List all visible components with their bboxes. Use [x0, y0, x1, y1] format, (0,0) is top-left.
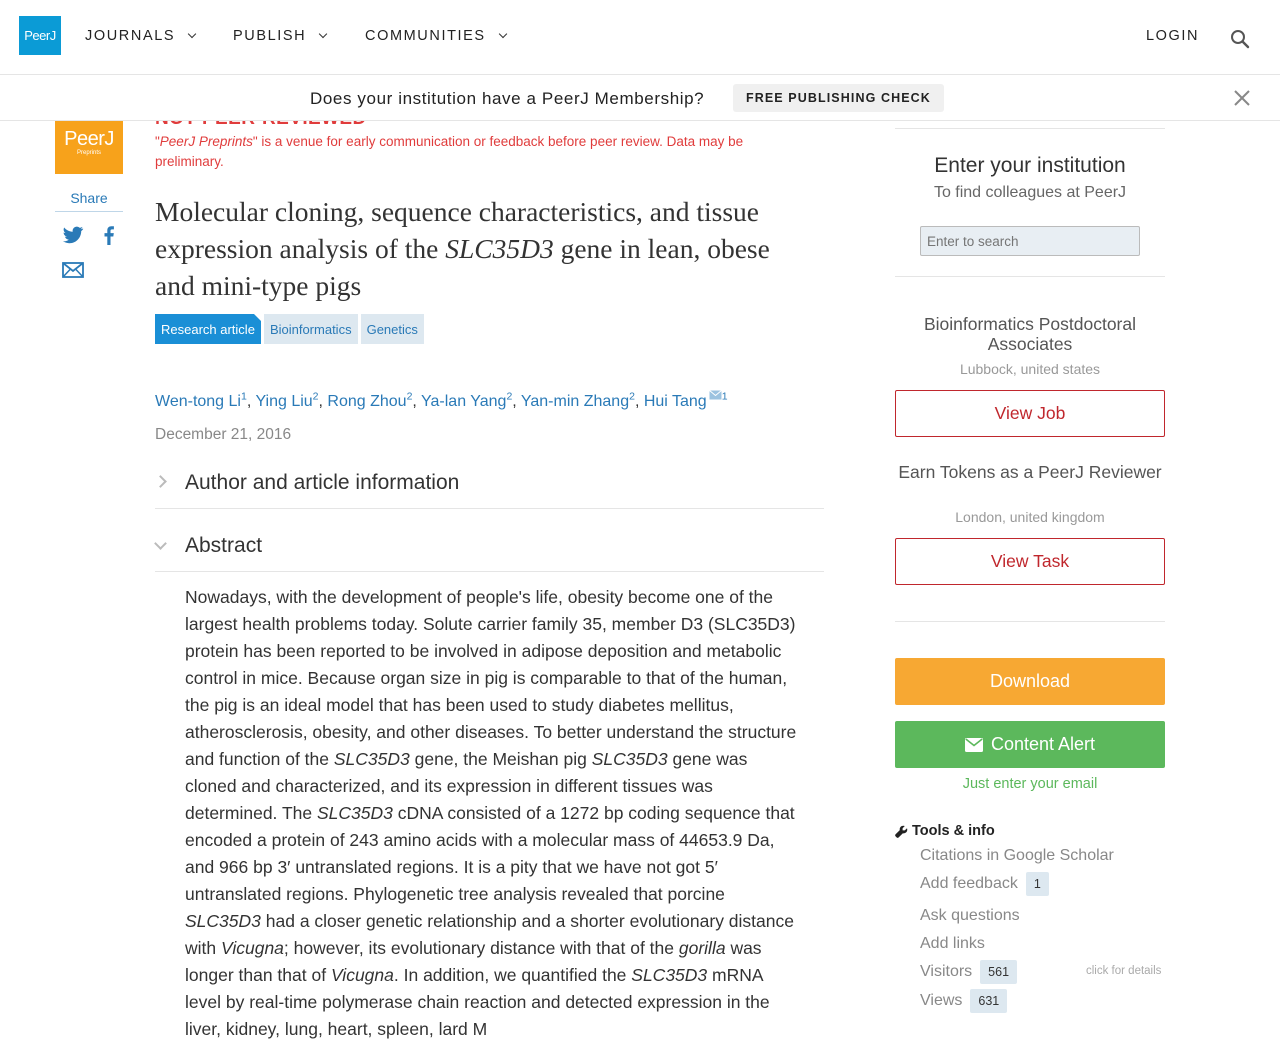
divider [895, 128, 1165, 129]
title-gene: SLC35D3 [445, 233, 554, 264]
share-label: Share [55, 190, 123, 212]
tool-label: Views [920, 992, 963, 1009]
author-link[interactable]: Wen-tong Li [155, 393, 241, 410]
visitors-count-badge: 561 [980, 960, 1017, 984]
author-link[interactable]: Ying Liu [255, 393, 313, 410]
abstract-heading: Abstract [185, 534, 263, 557]
download-button[interactable] [895, 658, 1165, 705]
chevron-right-icon [154, 475, 167, 488]
affiliation-number: 2 [506, 390, 513, 403]
author-list: Wen-tong Li$^1$, Ying Liu$^2$, Rong Zhou$^2$, Ya-lan Yang$^2$, Yan-min Zhang$^2$, Hui Tang $^1$ [155, 390, 728, 410]
ask-questions-link[interactable] [920, 907, 1020, 925]
author-info-heading: Author and article information [185, 471, 460, 494]
tool-label: Citations in Google Scholar [920, 847, 1114, 864]
add-links-link[interactable] [920, 935, 985, 953]
tag-genetics[interactable]: Genetics [361, 314, 424, 344]
preprints-logo-main: PeerJ [64, 128, 114, 150]
job-title[interactable]: Bioinformatics Postdoctoral Associates [923, 314, 1137, 354]
venue-quote: " [155, 134, 160, 149]
abstract-italic-term: SLC35D3 [316, 803, 393, 823]
affiliation-number: 2 [629, 390, 635, 403]
email-icon[interactable] [61, 258, 85, 282]
divider [895, 276, 1165, 277]
click-for-details-hint[interactable]: click for details [1086, 965, 1162, 977]
affiliation-number: 1 [240, 390, 247, 403]
job-title[interactable]: Earn Tokens as a PeerJ Reviewer [898, 462, 1162, 482]
twitter-icon[interactable] [61, 223, 85, 247]
abstract-segment: mRNA level by real-time polymerase chain reaction and detected expression in the liver, kidney, lung, heart, spleen, lard M [185, 965, 770, 1039]
affiliation-number: 1 [721, 390, 728, 403]
close-icon[interactable] [1233, 89, 1251, 107]
abstract-italic-term: SLC35D3 [631, 965, 708, 985]
content-alert-label: Content Alert [990, 734, 1096, 754]
abstract-segment: ; however, its evolutionary distance with that of the [283, 938, 679, 958]
abstract-italic-term: SLC35D3 [185, 911, 261, 931]
abstract-segment: Nowadays, with the development of people's life, obesity become one of the largest health problems today. Solute carrier family 35, member D3 (SLC35D3) protein has been reported to be involved in adipose deposition and metabolic control in mice. Because organ size in pig is comparable to that of the human, the pig is an ideal model that has been used to study diabetes mellitus, atherosclerosis, obesity, and other diseases. To better understand the structure and function of the [185, 587, 797, 769]
tool-label: Add feedback [920, 875, 1018, 892]
peerj-logo[interactable]: PeerJ [19, 16, 61, 55]
chevron-down-icon [154, 537, 167, 550]
author-link[interactable]: Yan-min Zhang [520, 393, 630, 410]
divider [895, 621, 1165, 622]
venue-notice-text: " is a venue for early communication or feedback before peer review. Data may be preliminary. [155, 134, 744, 169]
article-title [155, 193, 815, 304]
nav-publish-label: PUBLISH [233, 28, 307, 44]
abstract-italic-term: gorilla [678, 938, 726, 958]
tool-label: Visitors [920, 963, 973, 980]
nav-journals-label: JOURNALS [85, 28, 176, 44]
abstract-accordion[interactable] [155, 526, 824, 572]
tag-research-article[interactable]: Research article [155, 314, 261, 344]
publication-date: December 21, 2016 [155, 426, 292, 443]
views-count-badge: 631 [970, 989, 1007, 1013]
tag-bioinformatics[interactable]: Bioinformatics [264, 314, 358, 344]
preprints-logo-sub: Preprints [76, 150, 101, 156]
abstract-italic-term: SLC35D3 [333, 749, 410, 769]
corresponding-email-icon[interactable] [709, 390, 722, 400]
chevron-down-icon [319, 30, 327, 38]
abstract-italic-term: SLC35D3 [591, 749, 668, 769]
content-alert-button[interactable] [895, 721, 1165, 768]
nav-communities[interactable] [365, 28, 506, 44]
view-job-button[interactable]: View Job [895, 390, 1165, 437]
tools-title: Tools & info [912, 823, 995, 839]
visitors-link[interactable] [920, 960, 1017, 984]
search-icon[interactable] [1230, 29, 1250, 49]
nav-journals[interactable] [85, 28, 195, 44]
institution-search-input[interactable] [920, 226, 1140, 256]
job-location: London, united kingdom [955, 509, 1105, 525]
abstract-text [185, 584, 797, 1043]
author-link[interactable]: Hui Tang [643, 393, 707, 410]
feedback-count-badge: 1 [1026, 872, 1049, 896]
abstract-italic-term: Vicugna [330, 965, 394, 985]
citations-google-scholar-link[interactable] [920, 847, 1114, 865]
preprint-notice [155, 132, 795, 172]
view-task-button[interactable]: View Task [895, 538, 1165, 585]
login-link[interactable]: LOGIN [1146, 28, 1200, 44]
abstract-segment: had a closer genetic relationship and a shorter evolutionary distance with [185, 911, 794, 958]
just-enter-email-link[interactable]: Just enter your email [962, 776, 1098, 792]
nav-communities-label: COMMUNITIES [365, 28, 486, 44]
job-location: Lubbock, united states [959, 361, 1101, 377]
affiliation-number: 2 [406, 390, 413, 403]
affiliation-number: 2 [312, 390, 319, 403]
chevron-down-icon [188, 30, 196, 38]
chevron-down-icon [498, 30, 506, 38]
facebook-icon[interactable] [97, 223, 121, 247]
institution-subtitle: To find colleagues at PeerJ [933, 184, 1127, 201]
top-navigation [0, 0, 1280, 75]
author-link[interactable]: Rong Zhou [327, 393, 407, 410]
envelope-icon [965, 738, 983, 752]
abstract-segment: . In addition, we quantified the [393, 965, 632, 985]
tool-label: Ask questions [920, 907, 1020, 924]
subject-tags [155, 314, 424, 344]
abstract-italic-term: Vicugna [220, 938, 284, 958]
free-publishing-check-button[interactable]: FREE PUBLISHING CHECK [733, 84, 944, 112]
abstract-segment: was longer than that of [185, 938, 762, 985]
abstract-segment: cDNA consisted of a 1272 bp coding sequence that encoded a protein of 243 amino acids with a molecular mass of 44653.9 Da, and 966 bp 3′ untranslated regions. It is a pity that we have not got 5′ untranslated regions. Phylogenetic tree analysis revealed that porcine [185, 803, 795, 904]
download-label: Download [989, 671, 1071, 691]
nav-publish[interactable] [233, 28, 326, 44]
add-feedback-link[interactable] [920, 872, 1049, 896]
title-part: gene in lean, obese and mini-type pigs [155, 233, 770, 301]
tools-info-heading [895, 823, 995, 839]
abstract-segment: gene, the Meishan pig [409, 749, 592, 769]
author-info-accordion[interactable] [155, 463, 824, 509]
author-link[interactable]: Ya-lan Yang [421, 393, 507, 410]
institution-title: Enter your institution [934, 154, 1126, 177]
views-link[interactable] [920, 989, 1007, 1013]
venue-name: PeerJ Preprints [159, 134, 253, 149]
banner-text: Does your institution have a PeerJ Membership? [310, 89, 705, 108]
title-part: Molecular cloning, sequence characteristics, and tissue expression analysis of the [155, 196, 760, 264]
abstract-segment: gene was cloned and characterized, and its expression in different tissues was determined. The [185, 749, 748, 823]
wrench-icon [895, 825, 908, 838]
membership-banner [0, 76, 1280, 121]
tool-label: Add links [920, 935, 985, 952]
